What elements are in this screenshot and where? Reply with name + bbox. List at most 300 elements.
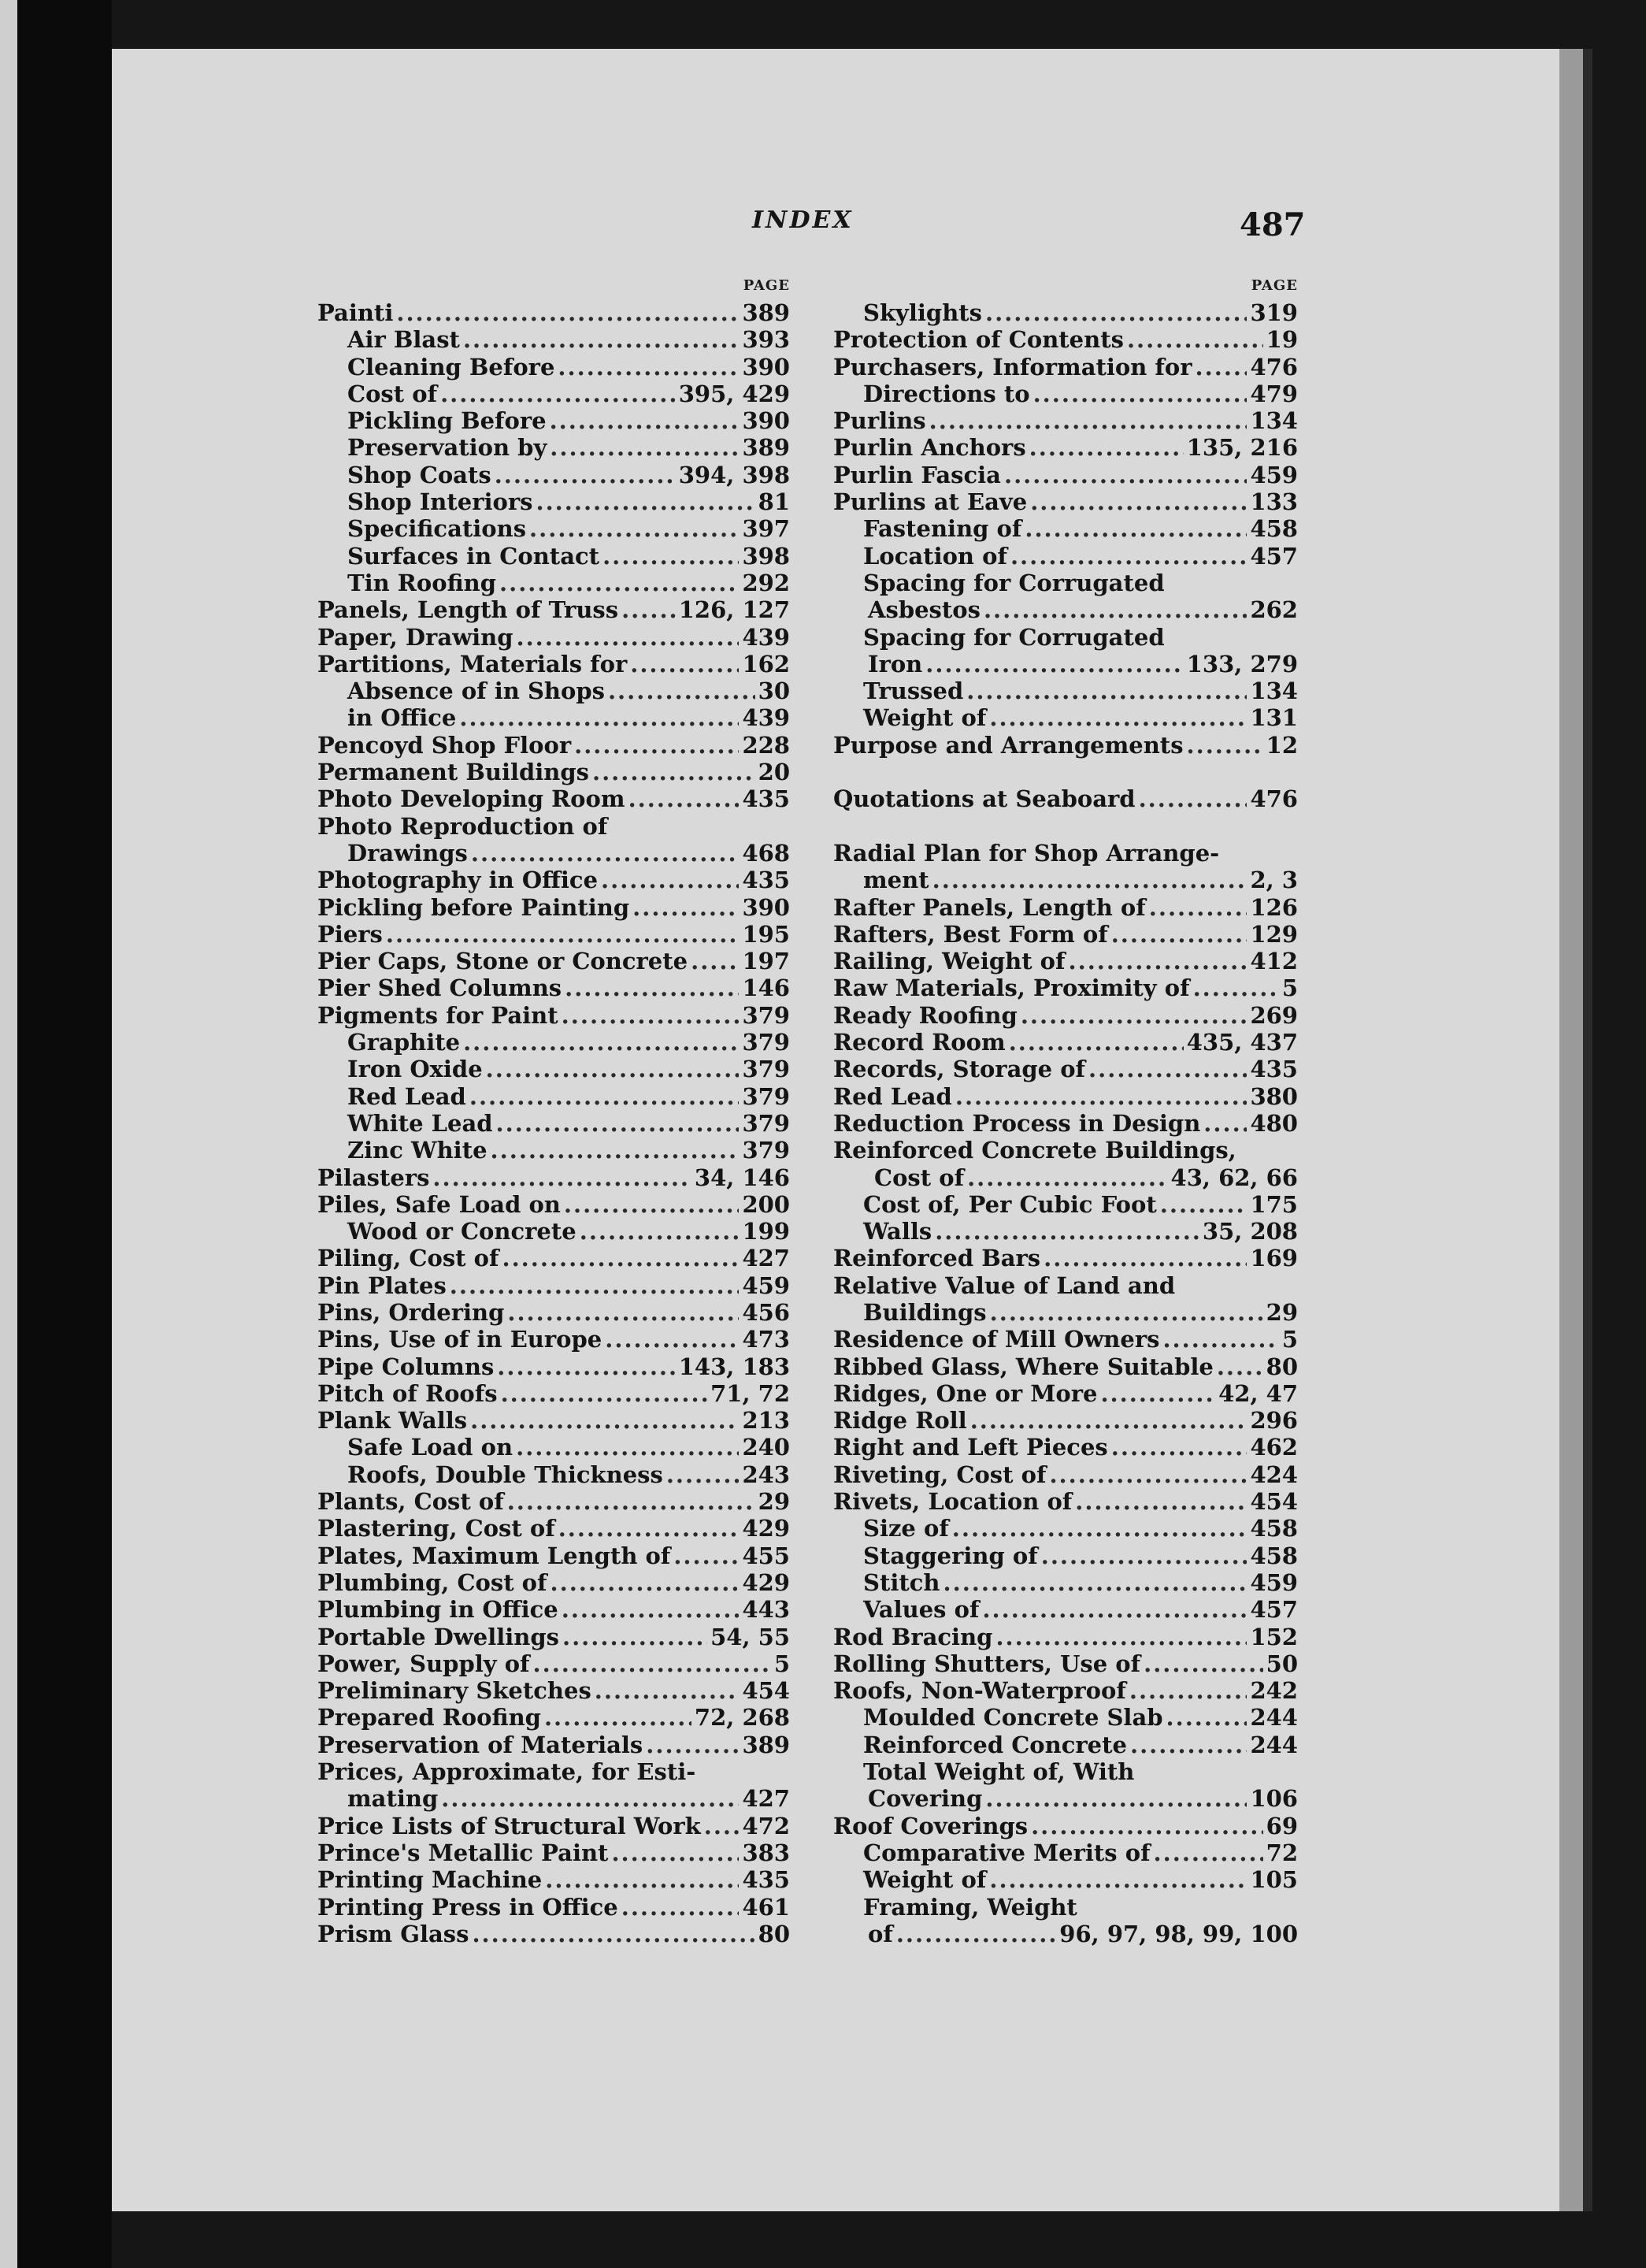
index-entry-page: 458 — [1250, 515, 1298, 543]
index-entry-page: 439 — [742, 623, 790, 651]
dot-leader — [507, 1299, 739, 1326]
dot-leader — [1193, 974, 1279, 1001]
index-entry-term: Drawings — [347, 839, 468, 867]
dot-leader — [562, 1002, 740, 1029]
index-entry-term: Photography in Office — [317, 867, 599, 894]
index-entry-term: Location of — [863, 542, 1007, 570]
dot-leader — [396, 299, 739, 326]
dot-leader — [545, 1866, 739, 1893]
index-entry-term: Prepared Roofing — [317, 1704, 541, 1732]
index-entry — [833, 1002, 1298, 1029]
dot-leader — [1187, 732, 1263, 759]
index-entry-page: 5 — [773, 1650, 790, 1677]
index-entry — [317, 1732, 790, 1758]
index-entry — [317, 1758, 790, 1785]
dot-leader — [1111, 921, 1247, 948]
index-entry-term: Ribbed Glass, Where Suitable — [833, 1353, 1214, 1380]
index-entry — [833, 1191, 1298, 1218]
index-entry-page: 197 — [742, 948, 790, 975]
index-entry-term: Pin Plates — [317, 1271, 447, 1299]
index-entry-page: 35, 208 — [1202, 1218, 1298, 1245]
index-entry-term: Comparative Merits of — [863, 1839, 1151, 1866]
index-entry-page: 5 — [1281, 974, 1298, 1002]
index-entry-term: Zinc White — [347, 1137, 487, 1164]
dot-leader — [1010, 543, 1247, 570]
index-entry — [317, 1272, 790, 1299]
index-entry-term: Rolling Shutters, Use of — [833, 1650, 1141, 1677]
index-entry-term: Portable Dwellings — [317, 1623, 559, 1650]
index-entry-page: 131 — [1250, 704, 1298, 732]
index-entry-page: 296 — [1250, 1407, 1298, 1435]
index-entry-term: Red Lead — [833, 1082, 952, 1110]
dot-leader — [574, 732, 739, 759]
index-entry-page: 476 — [1250, 785, 1298, 813]
index-entry — [317, 1002, 790, 1029]
index-entry-term: Reinforced Bars — [833, 1245, 1041, 1272]
dot-leader — [495, 462, 676, 488]
index-entry-term: Ready Roofing — [833, 1001, 1018, 1029]
index-entry — [317, 1894, 790, 1921]
index-entry-term: Cleaning Before — [347, 353, 555, 380]
index-entry — [833, 1704, 1298, 1731]
index-entry-page: 126 — [1250, 893, 1298, 921]
index-entry — [833, 407, 1298, 434]
index-entry — [833, 380, 1298, 407]
index-entry-term: Piles, Safe Load on — [317, 1190, 561, 1218]
dot-leader — [471, 840, 740, 867]
index-entry-page: 473 — [742, 1326, 790, 1353]
index-entry — [317, 840, 790, 867]
index-entry-page: 435 — [1250, 1056, 1298, 1083]
index-entry-page: 162 — [742, 650, 790, 677]
index-entry-page: 29 — [1266, 1298, 1298, 1326]
index-entry-term: Radial Plan for Shop Arrange- — [833, 839, 1220, 867]
index-entry-page: 175 — [1250, 1190, 1298, 1218]
index-entry-term: Pins, Ordering — [317, 1298, 505, 1326]
index-entry-term: Asbestos — [868, 596, 981, 624]
index-entry-term: Red Lead — [347, 1082, 466, 1110]
index-entry — [317, 1839, 790, 1866]
index-entry-page: 80 — [1266, 1353, 1298, 1380]
index-entry — [833, 1272, 1298, 1299]
dot-leader — [1009, 1029, 1184, 1056]
index-entry — [833, 1732, 1298, 1758]
index-entry — [833, 677, 1298, 704]
index-entry-term: in Office — [347, 704, 457, 732]
index-entry — [833, 326, 1298, 353]
index-entry-page: 135, 216 — [1186, 434, 1298, 462]
index-entry — [833, 1866, 1298, 1893]
index-entry — [317, 1704, 790, 1731]
index-entry-page: 457 — [1250, 1596, 1298, 1624]
index-entry — [317, 1542, 790, 1569]
dot-leader — [982, 1596, 1247, 1623]
dot-leader — [1049, 1461, 1247, 1488]
dot-leader — [970, 1407, 1247, 1434]
index-entry — [833, 1164, 1298, 1191]
dot-leader — [967, 1164, 1167, 1191]
index-entry-term: Roofs, Non-Waterproof — [833, 1677, 1126, 1705]
index-entry-page: 459 — [1250, 461, 1298, 488]
index-entry-page: 479 — [1250, 380, 1298, 407]
index-entry-term: Pencoyd Shop Floor — [317, 731, 572, 759]
index-entries-left — [317, 299, 790, 1947]
index-entry — [317, 677, 790, 704]
index-entry-page: 29 — [758, 1488, 790, 1516]
dot-leader — [989, 1866, 1247, 1893]
index-entry-term: Permanent Buildings — [317, 759, 589, 786]
index-entry-page: 134 — [1250, 407, 1298, 435]
index-entry-term: Preservation of Materials — [317, 1731, 643, 1758]
index-entry-page: 152 — [1250, 1623, 1298, 1650]
index-entry-term: Plumbing, Cost of — [317, 1568, 547, 1596]
index-entry — [833, 1299, 1298, 1326]
index-entry — [317, 488, 790, 515]
index-entry — [833, 354, 1298, 380]
index-entry-page: 80 — [758, 1920, 790, 1947]
dot-leader — [463, 326, 740, 353]
index-entry-term: Record Room — [833, 1029, 1006, 1056]
dot-leader — [551, 1569, 740, 1596]
index-entry-page: 459 — [742, 1271, 790, 1299]
index-entry-page: 459 — [1250, 1568, 1298, 1596]
index-entry-page: 472 — [742, 1812, 790, 1839]
index-entry-page: 69 — [1266, 1812, 1298, 1839]
dot-leader — [628, 785, 740, 812]
index-entry-page: 468 — [742, 839, 790, 867]
index-entry-page: 319 — [1250, 299, 1298, 326]
index-entry-term: Staggering of — [863, 1542, 1038, 1569]
dot-leader — [1160, 1191, 1247, 1218]
index-entry-page: 34, 146 — [694, 1164, 790, 1191]
index-entry-page: 379 — [742, 1056, 790, 1083]
index-entry-term: Moulded Concrete Slab — [863, 1704, 1163, 1732]
index-entry-page: 480 — [1250, 1109, 1298, 1137]
index-entry-term: Protection of Contents — [833, 326, 1124, 354]
index-entry — [317, 1029, 790, 1056]
index-entry — [833, 543, 1298, 570]
index-entry-page: 389 — [742, 299, 790, 326]
index-entry-term: Purlin Fascia — [833, 461, 1001, 488]
index-entry — [833, 1542, 1298, 1569]
dot-leader — [459, 704, 739, 731]
index-entry — [317, 1677, 790, 1704]
index-entry-page: 106 — [1250, 1785, 1298, 1813]
index-entry-page: 2, 3 — [1250, 867, 1298, 894]
index-entry — [317, 732, 790, 759]
dot-leader — [1075, 1488, 1247, 1515]
index-entry — [833, 462, 1298, 488]
index-entry — [317, 1569, 790, 1596]
dot-leader — [608, 677, 755, 704]
index-entry — [833, 974, 1298, 1001]
dot-leader — [1144, 1650, 1263, 1677]
dot-leader — [499, 570, 739, 596]
index-entry-term: Ridge Roll — [833, 1407, 967, 1435]
index-entry-page: 133 — [1250, 488, 1298, 516]
index-entry — [317, 1218, 790, 1245]
index-entry — [317, 1191, 790, 1218]
dot-leader — [1044, 1245, 1247, 1271]
index-entry — [833, 1110, 1298, 1137]
index-entry — [317, 1596, 790, 1623]
dot-leader — [990, 1299, 1263, 1326]
dot-leader — [592, 759, 755, 785]
dot-leader — [1127, 326, 1263, 353]
dot-leader — [1029, 434, 1184, 461]
index-entry-term: Paper, Drawing — [317, 623, 513, 651]
index-entry — [317, 867, 790, 893]
index-entry-term: Piers — [317, 920, 383, 948]
dot-leader — [1154, 1839, 1263, 1866]
index-entry-term: Tin Roofing — [347, 569, 497, 596]
index-entry-page: 454 — [742, 1677, 790, 1705]
dot-leader — [441, 1785, 739, 1812]
index-entry-page: 200 — [742, 1190, 790, 1218]
index-entry-page: 435, 437 — [1186, 1029, 1298, 1056]
index-entry-term: Rafter Panels, Length of — [833, 893, 1146, 921]
index-entry — [833, 1083, 1298, 1110]
index-entry — [833, 1921, 1298, 1947]
dot-leader — [666, 1461, 740, 1488]
index-entry-term: Trussed — [863, 677, 964, 705]
scan-border-right — [1583, 49, 1592, 2211]
index-entry-term: Pickling Before — [347, 407, 547, 435]
index-entry-page: 380 — [1250, 1082, 1298, 1110]
index-entry — [833, 515, 1298, 542]
index-entry-term: Photo Reproduction of — [317, 812, 608, 840]
index-entry — [833, 1353, 1298, 1380]
dot-leader — [621, 1894, 740, 1921]
index-entry — [317, 704, 790, 731]
dot-leader — [605, 1326, 739, 1353]
dot-leader — [558, 354, 739, 380]
index-entry-page: 42, 47 — [1218, 1379, 1298, 1407]
index-entry-term: Covering — [868, 1785, 983, 1813]
index-entry-page: 20 — [758, 759, 790, 786]
dot-leader — [1217, 1353, 1263, 1380]
index-entry — [833, 1407, 1298, 1434]
index-entry — [833, 488, 1298, 515]
index-entry-term: Power, Supply of — [317, 1650, 530, 1677]
index-entry-term: Plants, Cost of — [317, 1488, 504, 1516]
index-entry — [317, 921, 790, 948]
dot-leader — [595, 1677, 740, 1704]
index-entry — [317, 1326, 790, 1353]
index-entry — [833, 948, 1298, 974]
index-entry — [317, 1164, 790, 1191]
index-entry-term: Pier Caps, Stone or Concrete — [317, 948, 688, 975]
index-entry — [317, 813, 790, 840]
index-entry-term: ment — [863, 867, 929, 894]
index-entry-page: 454 — [1250, 1488, 1298, 1516]
index-entry-page: 199 — [742, 1218, 790, 1245]
index-entry — [317, 1110, 790, 1137]
index-entry-term: Printing Machine — [317, 1866, 543, 1894]
dot-leader — [536, 488, 754, 515]
index-entry-page: 461 — [742, 1893, 790, 1921]
index-entry-term: Pins, Use of in Europe — [317, 1326, 602, 1353]
index-entry — [317, 948, 790, 974]
index-entry — [833, 785, 1298, 812]
index-entry-page: 72 — [1266, 1839, 1298, 1866]
dot-leader — [602, 543, 739, 570]
index-entry-term: Right and Left Pieces — [833, 1434, 1108, 1461]
index-entry-page: 379 — [742, 1109, 790, 1137]
index-entry — [317, 1353, 790, 1380]
index-entries-right — [833, 299, 1298, 1947]
dot-leader — [646, 1732, 739, 1758]
index-entry-page: 435 — [742, 867, 790, 894]
page-edge — [1559, 49, 1583, 2211]
index-entry-page: 195 — [742, 920, 790, 948]
index-entry-term: Reinforced Concrete — [863, 1731, 1127, 1758]
index-entry-term: Buildings — [863, 1298, 987, 1326]
index-entry — [317, 515, 790, 542]
index-entry-term: Fastening of — [863, 515, 1022, 543]
index-entry — [833, 1650, 1298, 1677]
index-entry-term: Specifications — [347, 515, 527, 543]
dot-leader — [943, 1569, 1247, 1596]
index-entry — [317, 1488, 790, 1515]
index-entry — [833, 570, 1298, 596]
index-entry — [317, 1083, 790, 1110]
index-column-left — [317, 277, 790, 1947]
index-entry — [833, 299, 1298, 326]
index-entry-term: Iron Oxide — [347, 1056, 483, 1083]
index-entry — [317, 462, 790, 488]
index-entry-page: 269 — [1250, 1001, 1298, 1029]
index-entry — [833, 434, 1298, 461]
index-entry-term: Values of — [863, 1596, 980, 1624]
dot-leader — [565, 974, 739, 1001]
dot-leader — [386, 921, 740, 948]
dot-leader — [1033, 380, 1247, 407]
index-entry-page: 71, 72 — [710, 1379, 790, 1407]
index-entry-term: Shop Coats — [347, 461, 491, 488]
index-entry-term: mating — [347, 1785, 439, 1813]
index-entry — [833, 1434, 1298, 1461]
dot-leader — [562, 1596, 740, 1623]
dot-leader — [496, 1110, 740, 1137]
index-entry-page: 50 — [1266, 1650, 1298, 1677]
index-entry-page: 435 — [742, 785, 790, 813]
index-entry-term: Total Weight of, With — [863, 1758, 1135, 1786]
dot-leader — [985, 1785, 1247, 1812]
index-entry — [833, 921, 1298, 948]
index-entry-page: 12 — [1266, 731, 1298, 759]
dot-leader — [952, 1515, 1247, 1542]
index-entry-term: Quotations at Seaboard — [833, 785, 1136, 813]
index-entry-term: Purlins — [833, 407, 926, 435]
index-entry-page: 435 — [742, 1866, 790, 1894]
index-entry — [317, 1056, 790, 1082]
index-entry — [833, 1218, 1298, 1245]
index-entry-page: 126, 127 — [678, 596, 790, 624]
index-entry-term: Cost of, Per Cubic Foot — [863, 1190, 1157, 1218]
index-entry-page: 105 — [1250, 1866, 1298, 1894]
index-entry-term: Shop Interiors — [347, 488, 533, 516]
index-entry — [833, 704, 1298, 731]
index-entry-page: 244 — [1250, 1731, 1298, 1758]
index-entry — [317, 1515, 790, 1542]
column-heading-page: PAGE — [1251, 277, 1298, 294]
index-entry-page: 429 — [742, 1515, 790, 1542]
dot-leader — [450, 1272, 740, 1299]
index-entry-page: 213 — [742, 1407, 790, 1435]
index-entry-term: Framing, Weight — [863, 1893, 1077, 1921]
index-entry — [317, 1407, 790, 1434]
index-entry — [317, 434, 790, 461]
index-entry — [317, 1461, 790, 1488]
index-entry — [833, 1488, 1298, 1515]
dot-leader — [1030, 488, 1247, 515]
index-entry — [833, 1596, 1298, 1623]
index-entry-term: Rafters, Best Form of — [833, 920, 1108, 948]
index-entry-page: 389 — [742, 1731, 790, 1758]
index-entry-term: Raw Materials, Proximity of — [833, 974, 1190, 1002]
index-entry — [833, 1785, 1298, 1812]
dot-leader — [1041, 1542, 1247, 1569]
dot-leader — [470, 1407, 739, 1434]
index-entry — [317, 974, 790, 1001]
index-entry-page: 379 — [742, 1029, 790, 1056]
index-entry-page: 458 — [1250, 1515, 1298, 1542]
index-entry-page: 443 — [742, 1596, 790, 1624]
dot-leader — [1111, 1434, 1247, 1461]
index-entry-term: Walls — [863, 1218, 932, 1245]
index-entry-term: Absence of in Shops — [347, 677, 605, 705]
index-entry-term: Partitions, Materials for — [317, 650, 628, 677]
index-entry-page: 72, 268 — [694, 1704, 790, 1732]
index-entry-term: Pickling before Painting — [317, 893, 630, 921]
index-entry-page: 379 — [742, 1137, 790, 1164]
index-entry-term: Graphite — [347, 1029, 461, 1056]
dot-leader — [432, 1164, 691, 1191]
index-entry — [833, 1380, 1298, 1407]
index-entry-term: Purchasers, Information for — [833, 353, 1192, 380]
dot-leader — [1166, 1704, 1247, 1731]
index-entry-page: 397 — [742, 515, 790, 543]
index-entry-page: 458 — [1250, 1542, 1298, 1569]
index-entry-page: 19 — [1266, 326, 1298, 354]
index-entry-term: Relative Value of Land and — [833, 1271, 1176, 1299]
dot-leader — [630, 651, 739, 677]
index-entry — [317, 380, 790, 407]
index-entry — [833, 1624, 1298, 1650]
index-entry-term: Purlins at Eave — [833, 488, 1028, 516]
index-entry — [317, 624, 790, 651]
index-entry — [833, 596, 1298, 623]
index-entry-term: Prince's Metallic Paint — [317, 1839, 609, 1866]
index-column-right — [833, 277, 1298, 1947]
dot-leader — [1100, 1380, 1215, 1407]
index-entry — [833, 651, 1298, 677]
index-entry — [833, 1839, 1298, 1866]
index-entry — [833, 894, 1298, 921]
dot-leader — [544, 1704, 691, 1731]
index-entry-term: Pitch of Roofs — [317, 1379, 498, 1407]
index-entry-term: Piling, Cost of — [317, 1245, 499, 1272]
index-entry — [317, 1137, 790, 1164]
index-entry — [833, 732, 1298, 759]
index-entry-page: 292 — [742, 569, 790, 596]
index-entry-term: Prism Glass — [317, 1920, 469, 1947]
dot-leader — [558, 1515, 740, 1542]
index-entry — [833, 1677, 1298, 1704]
index-entry — [317, 759, 790, 785]
index-entry — [317, 894, 790, 921]
